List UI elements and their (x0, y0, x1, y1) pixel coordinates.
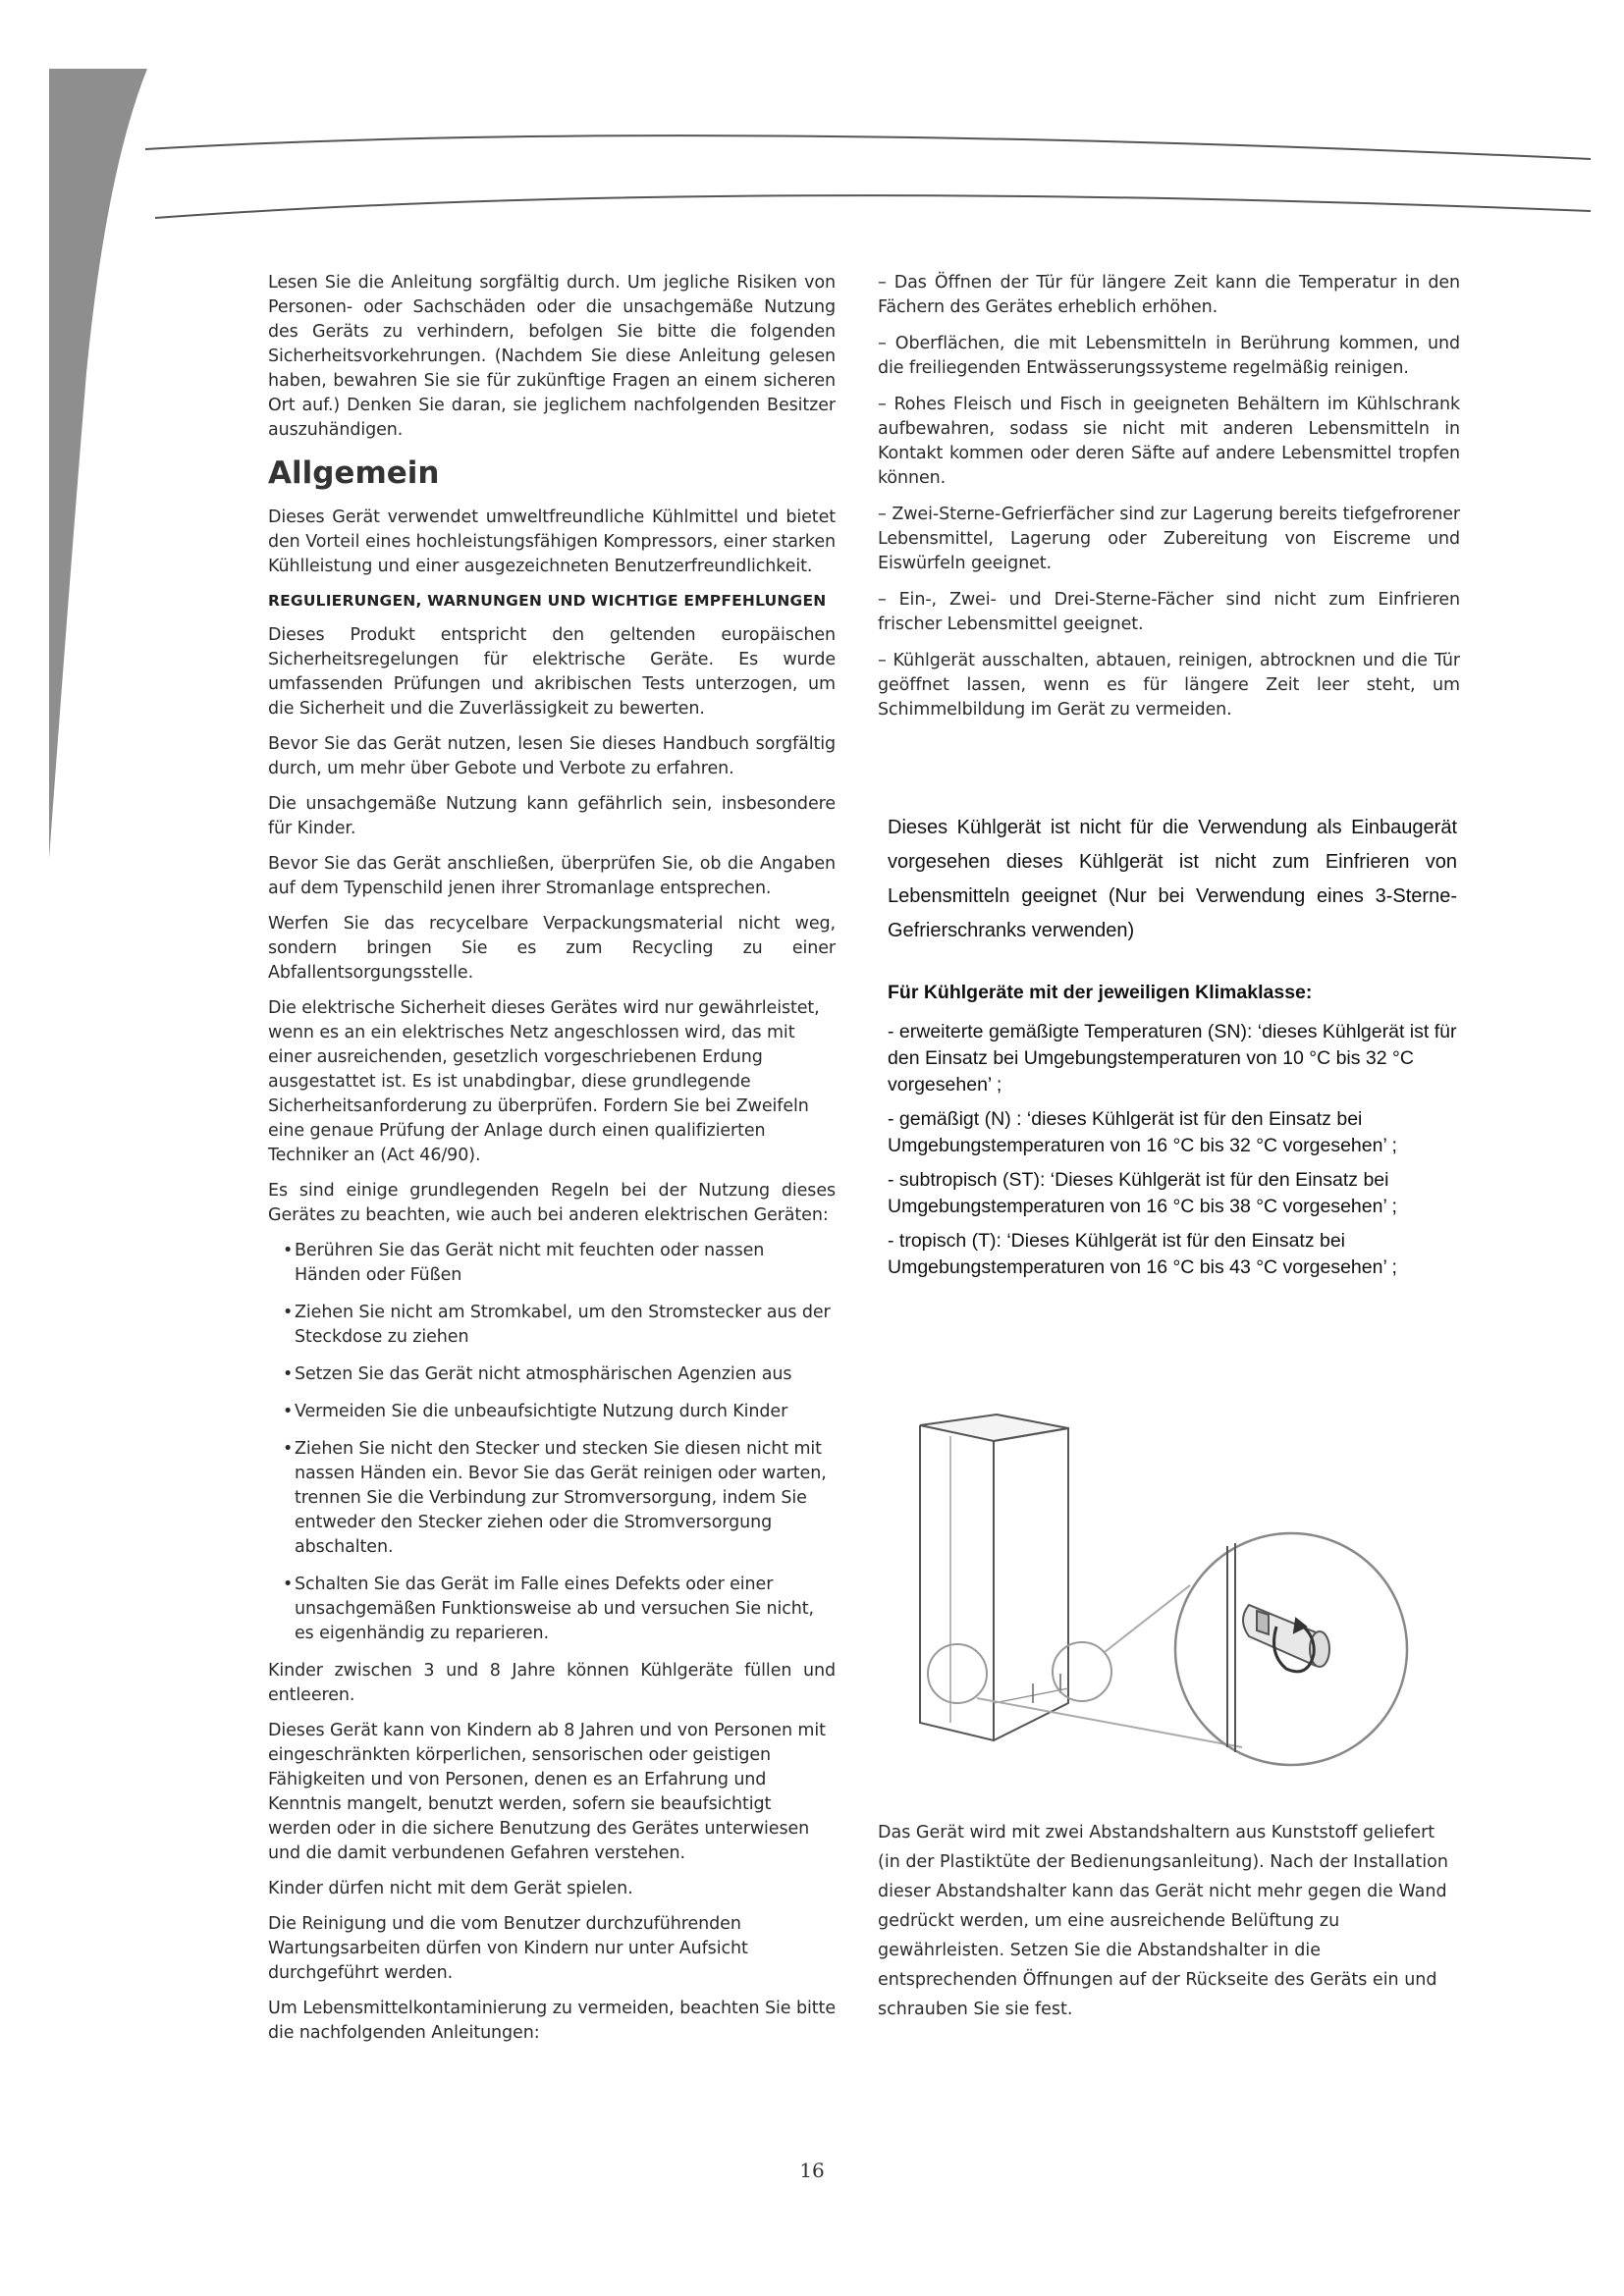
instruction-item: – Ein-, Zwei- und Drei-Sterne-Fächer sind nicht zum Einfrieren frischer Lebensmittel geeignet. (878, 590, 1460, 634)
paragraph: Bevor Sie das Gerät nutzen, lesen Sie dieses Handbuch sorgfältig durch, um mehr über Gebote und Verbote zu erfahren. (268, 734, 836, 778)
paragraph: Dieses Gerät kann von Kindern ab 8 Jahren und von Personen mit eingeschränkten körperlichen, sensorischen oder geistigen Fähigkeiten und von Personen, denen es an Erfahrung und Kenntnis mangelt, benutzt werden, sofern sie beaufsichtigt werden oder in die sichere Benutzung des Gerätes unterwiesen und die damit verbundenen Gefahren verstehen. (268, 1721, 826, 1863)
climate-item: - gemäßigt (N) : ‘dieses Kühlgerät ist für den Einsatz bei Umgebungstemperaturen von 16 °C bis 32 °C vorgesehen’ ; (888, 1108, 1397, 1156)
list-item: • Ziehen Sie nicht am Stromkabel, um den Stromstecker aus der Steckdose zu ziehen (283, 1303, 831, 1347)
general-paragraph: Dieses Gerät verwendet umweltfreundliche Kühlmittel und bietet den Vorteil eines hochleistungsfähigen Kompressors, einer starken Kühlleistung und einer ausgezeichneten Benutzerfreundlichkeit. (268, 507, 836, 576)
instruction-item: – Rohes Fleisch und Fisch in geeigneten Behältern im Kühlschrank aufbewahren, sodass sie nicht mit anderen Lebensmitteln in Kontakt kommen oder deren Säfte auf andere Lebensmittel tropfen können. (878, 395, 1460, 488)
paragraph: Kinder zwischen 3 und 8 Jahre können Kühlgeräte füllen und entleeren. (268, 1661, 836, 1705)
paragraph: Dieses Produkt entspricht den geltenden europäischen Sicherheitsregelungen für elektrische Geräte. Es wurde umfassenden Prüfungen und akribischen Tests unterzogen, um die Sicherheit und die Zuverlässigkeit zu bewerten. (268, 625, 836, 719)
climate-item: - subtropisch (ST): ‘Dieses Kühlgerät ist für den Einsatz bei Umgebungstemperaturen von 16 °C bis 38 °C vorgesehen’ ; (888, 1169, 1397, 1217)
notice-text: Dieses Kühlgerät ist nicht für die Verwendung als Einbaugerät vorgesehen dieses Kühlgerät ist nicht zum Einfrieren von Lebensmitteln geeignet (Nur bei Verwendung eines 3-Sterne-Gefrierschranks verwenden) (888, 817, 1457, 941)
header-curve-top (145, 135, 1591, 159)
paragraph: Bevor Sie das Gerät anschließen, überprüfen Sie, ob die Angaben auf dem Typenschild jenen ihrer Stromanlage entsprechen. (268, 854, 836, 898)
appliance-side (994, 1428, 1068, 1740)
paragraph: Um Lebensmittelkontaminierung zu vermeiden, beachten Sie bitte die nachfolgenden Anleitungen: (268, 1999, 836, 2043)
appliance-top (920, 1415, 1068, 1441)
paragraph: Kinder dürfen nicht mit dem Gerät spielen. (268, 1879, 633, 1898)
climate-item: - erweiterte gemäßigte Temperaturen (SN): ‘dieses Kühlgerät ist für den Einsatz bei Umgebungstemperaturen von 10 °C bis 32 °C vorgesehen’ ; (888, 1021, 1457, 1095)
safety-rules-list (268, 1239, 836, 1646)
spacer-highlight-circle (1053, 1642, 1111, 1701)
list-item: • Berühren Sie das Gerät nicht mit feuchten oder nassen Händen oder Füßen (283, 1241, 765, 1285)
climate-title: Für Kühlgeräte mit der jeweiligen Klimaklasse: (888, 982, 1313, 1003)
left-column (268, 271, 836, 2056)
list-item: • Schalten Sie das Gerät im Falle eines Defekts oder einer unsachgemäßen Funktionsweise ab und versuchen Sie nicht, es eigenhändig zu reparieren. (283, 1575, 814, 1643)
paragraph: Die Reinigung und die vom Benutzer durchzuführenden Wartungsarbeiten dürfen von Kindern nur unter Aufsicht durchgeführt werden. (268, 1914, 748, 1983)
figure-caption (878, 1818, 1457, 2024)
right-column (878, 271, 1460, 734)
caption-text: Das Gerät wird mit zwei Abstandshaltern aus Kunststoff geliefert (in der Plastiktüte der Bedienungsanleitung). Nach der Installation dieser Abstandshalter kann das Gerät nicht mehr gegen die Wand gedrückt werden, um eine ausreichende Belüftung zu gewährleisten. Setzen Sie die Abstandshalter in die entsprechenden Öffnungen auf der Rückseite des Geräts ein und schrauben Sie sie fest. (878, 1823, 1448, 2019)
list-item: • Ziehen Sie nicht den Stecker und stecken Sie diesen nicht mit nassen Händen ein. Bevor Sie das Gerät reinigen oder warten, trennen Sie die Verbindung zur Stromversorgung, indem Sie entweder den Stecker ziehen oder die Stromversorgung abschalten. (283, 1439, 827, 1557)
list-item: • Vermeiden Sie die unbeaufsichtigte Nutzung durch Kinder (283, 1402, 788, 1421)
appliance-front (920, 1425, 994, 1740)
page-number: 16 (799, 2159, 825, 2182)
spacer-installation-illustration (903, 1409, 1473, 1782)
left-grey-sweep (49, 69, 147, 859)
header-curve-bottom (155, 195, 1591, 218)
paragraph: Werfen Sie das recycelbare Verpackungsmaterial nicht weg, sondern bringen Sie es zum Recycling zu einer Abfallentsorgungsstelle. (268, 914, 836, 983)
section-heading-allgemein: Allgemein (268, 455, 440, 491)
instruction-item: – Kühlgerät ausschalten, abtauen, reinigen, abtrocknen und die Tür geöffnet lassen, wenn es für längere Zeit leer steht, um Schimmelbildung im Gerät zu vermeiden. (878, 651, 1460, 720)
usage-notice (888, 811, 1457, 948)
instruction-item: – Oberflächen, die mit Lebensmitteln in Berührung kommen, und die freiliegenden Entwässerungssysteme regelmäßig reinigen. (878, 334, 1460, 378)
paragraph: Es sind einige grundlegenden Regeln bei der Nutzung dieses Gerätes zu beachten, wie auch bei anderen elektrischen Geräten: (268, 1181, 836, 1225)
list-item: • Setzen Sie das Gerät nicht atmosphärischen Agenzien aus (283, 1364, 792, 1384)
climate-class-section (888, 980, 1459, 1289)
regulations-subheading: REGULIERUNGEN, WARNUNGEN UND WICHTIGE EMPFEHLUNGEN (268, 592, 827, 610)
paragraph: Die unsachgemäße Nutzung kann gefährlich sein, insbesondere für Kinder. (268, 794, 836, 838)
spacer-highlight-circle (928, 1644, 987, 1703)
intro-paragraph: Lesen Sie die Anleitung sorgfältig durch. Um jegliche Risiken von Personen- oder Sachschäden oder die unsachgemäße Nutzung des Geräts zu verhindern, befolgen Sie bitte die folgenden Sicherheitsvorkehrungen. (Nachdem Sie diese Anleitung gelesen haben, bewahren Sie sie für zukünftige Fragen an einem sicheren Ort auf.) Denken Sie daran, sie jeglichem nachfolgenden Besitzer auszuhändigen. (268, 273, 836, 440)
paragraph: Die elektrische Sicherheit dieses Gerätes wird nur gewährleistet, wenn es an ein elektrisches Netz angeschlossen wird, das mit einer ausreichenden, gesetzlich vorgeschriebenen Erdung ausgestattet ist. Es ist unabdingbar, diese grundlegende Sicherheitsanforderung zu überprüfen. Fordern Sie bei Zweifeln eine genaue Prüfung der Anlage durch einen qualifizierten Techniker an (Act 46/90). (268, 998, 820, 1165)
climate-item: - tropisch (T): ‘Dieses Kühlgerät ist für den Einsatz bei Umgebungstemperaturen von 16 °C bis 43 °C vorgesehen’ ; (888, 1230, 1397, 1278)
instruction-item: – Zwei-Sterne-Gefrierfächer sind zur Lagerung bereits tiefgefrorener Lebensmittel, Lagerung oder Zubereitung von Eiscreme und Eiswürfeln geeignet. (878, 505, 1460, 573)
instruction-item: – Das Öffnen der Tür für längere Zeit kann die Temperatur in den Fächern des Gerätes erheblich erhöhen. (878, 273, 1460, 317)
